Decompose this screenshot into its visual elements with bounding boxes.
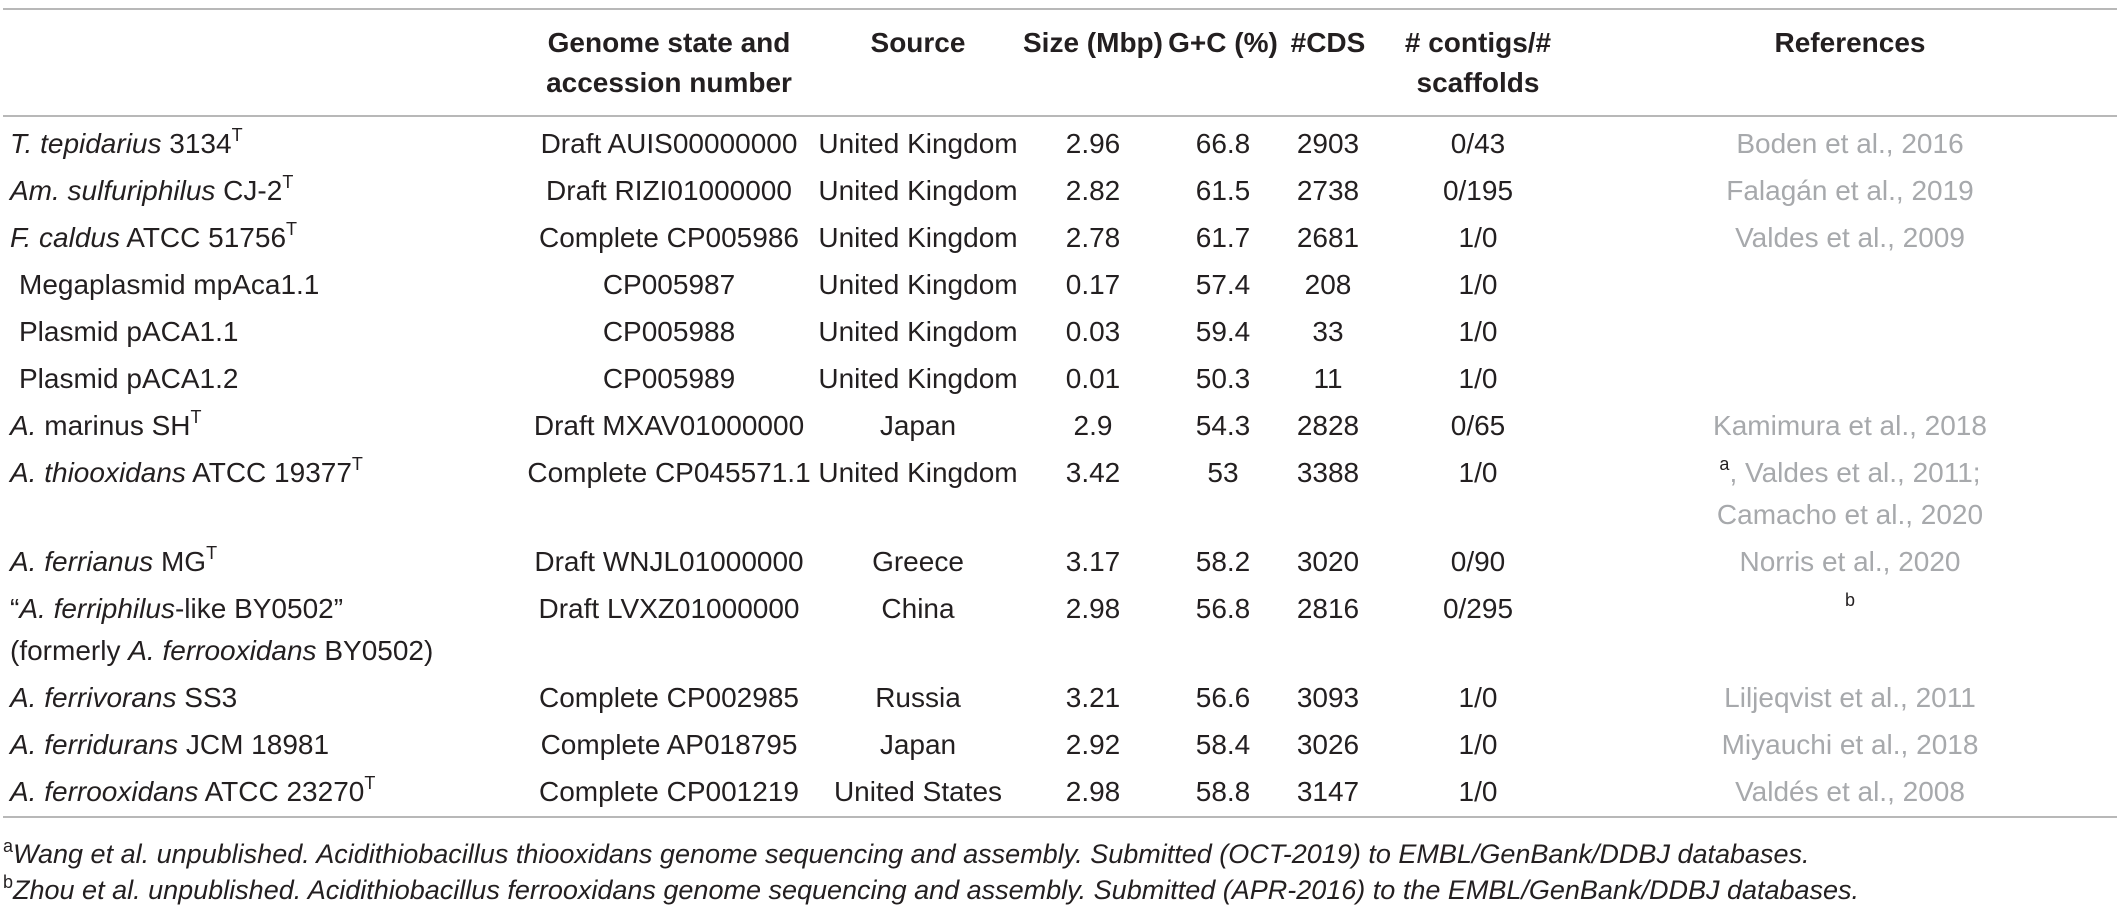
footnote-text: Wang et al. unpublished. Acidithiobacillus thiooxidans genome sequencing and assembly. Submitted (OCT-2019) to EMBL/GenBank/DDBJ databases. [13, 839, 1810, 869]
gc-cell: 50.3 [1195, 363, 1251, 394]
accession-cell: Complete CP005986 [539, 222, 799, 253]
gc-cell: 58.4 [1195, 729, 1251, 760]
gc-cell: 61.7 [1195, 222, 1251, 253]
footnote-marker: a [3, 836, 14, 856]
reference-cell [1583, 400, 2117, 447]
reference-text: Liljeqvist et al., 2011 [1724, 682, 1976, 713]
strain-prefix: “ [10, 593, 20, 624]
contigs-scaffolds-cell: 0/43 [1450, 128, 1506, 159]
strain-designation: ATCC 19377 [185, 457, 352, 488]
cds-cell: 2903 [1296, 128, 1360, 159]
reference-cell [1583, 212, 2117, 259]
strain-cell [3, 212, 525, 259]
strain-cell [3, 165, 525, 212]
strain-note-prefix: (formerly [10, 635, 129, 666]
strain-designation: marinus SH [36, 410, 191, 441]
footnote-b [3, 872, 2113, 908]
source-cell: Russia [875, 682, 961, 713]
source-cell: United Kingdom [818, 222, 1018, 253]
strain-designation: Plasmid pACA1.2 [19, 363, 239, 394]
reference-cell [1583, 259, 2117, 306]
source-cell: United Kingdom [818, 269, 1018, 300]
header-genome-state: Genome state and accession number [525, 9, 813, 116]
contigs-scaffolds-cell: 1/0 [1458, 457, 1498, 488]
gc-cell: 57.4 [1195, 269, 1251, 300]
gc-cell: 56.6 [1195, 682, 1251, 713]
reference-cell [1583, 447, 2117, 536]
accession-cell: CP005989 [602, 363, 736, 394]
source-cell: United Kingdom [818, 128, 1018, 159]
header-references: References [1583, 9, 2117, 116]
type-strain-marker: T [206, 543, 218, 563]
contigs-scaffolds-cell: 0/295 [1442, 593, 1514, 624]
header-source: Source [813, 9, 1023, 116]
footnotes [3, 836, 2113, 908]
strain-cell [3, 400, 525, 447]
table-row [3, 212, 2117, 259]
strain-designation: 3134 [161, 128, 232, 159]
size-cell: 2.82 [1065, 175, 1121, 206]
table-row [3, 116, 2117, 165]
type-strain-marker: T [231, 125, 243, 145]
reference-cell [1583, 766, 2117, 817]
contigs-scaffolds-cell: 1/0 [1458, 316, 1498, 347]
footnote-marker: b [3, 872, 14, 892]
size-cell: 2.9 [1073, 410, 1113, 441]
size-cell: 2.98 [1023, 766, 1163, 817]
strain-designation: ATCC 23270 [198, 776, 365, 807]
cds-cell: 3020 [1296, 546, 1360, 577]
source-cell: Greece [872, 546, 964, 577]
strain-cell [3, 766, 525, 817]
table-row [3, 536, 2117, 583]
size-cell: 2.96 [1065, 128, 1121, 159]
reference-cell [1583, 353, 2117, 400]
table-body [3, 116, 2117, 817]
footnote-marker: b [1844, 590, 1855, 610]
size-cell: 2.78 [1065, 222, 1121, 253]
gc-cell: 54.3 [1195, 410, 1251, 441]
reference-cell [1583, 306, 2117, 353]
reference-text: , Valdes et al., 2011; [1729, 457, 1981, 488]
contigs-scaffolds-cell: 0/65 [1450, 410, 1506, 441]
size-cell: 2.98 [1065, 593, 1121, 624]
strain-designation: ATCC 51756 [120, 222, 287, 253]
accession-cell: Complete AP018795 [540, 729, 798, 760]
accession-cell: Draft WNJL01000000 [534, 546, 804, 577]
accession-cell: Complete CP001219 [525, 766, 813, 817]
strain-designation: -like BY0502” [174, 593, 344, 624]
strain-species: F. caldus [10, 222, 120, 253]
reference-cell [1583, 116, 2117, 165]
source-cell: United Kingdom [818, 316, 1018, 347]
header-size: Size (Mbp) [1023, 9, 1163, 116]
contigs-scaffolds-cell: 0/90 [1450, 546, 1506, 577]
header-strain [3, 9, 525, 116]
reference-text: Miyauchi et al., 2018 [1721, 729, 1979, 760]
source-cell: Japan [879, 729, 957, 760]
contigs-scaffolds-cell: 1/0 [1458, 269, 1498, 300]
reference-cell [1583, 719, 2117, 766]
table-row [3, 306, 2117, 353]
accession-cell: Complete CP045571.1 [527, 457, 811, 488]
gc-cell: 61.5 [1195, 175, 1251, 206]
footnote-a [3, 836, 2113, 872]
contigs-scaffolds-cell: 1/0 [1373, 766, 1583, 817]
footnote-marker: a [1719, 454, 1730, 474]
source-cell: United States [813, 766, 1023, 817]
reference-text: Valdés et al., 2008 [1735, 776, 1965, 807]
strain-species: A. ferrianus [10, 546, 154, 577]
header-row [3, 9, 2117, 116]
table-row [3, 353, 2117, 400]
strain-designation: Megaplasmid mpAca1.1 [19, 269, 320, 300]
type-strain-marker: T [351, 454, 363, 474]
strain-cell [3, 353, 525, 400]
contigs-scaffolds-cell: 0/195 [1442, 175, 1514, 206]
header-contigs-scaffolds: # contigs/# scaffolds [1373, 9, 1583, 116]
gc-cell: 58.8 [1163, 766, 1283, 817]
accession-cell: CP005987 [602, 269, 736, 300]
contigs-scaffolds-cell: 1/0 [1458, 222, 1498, 253]
cds-cell: 33 [1312, 316, 1344, 347]
accession-cell: Complete CP002985 [539, 682, 799, 713]
cds-cell: 3093 [1296, 682, 1360, 713]
strain-species: Am. sulfuriphilus [10, 175, 216, 206]
strain-cell [3, 536, 525, 583]
gc-cell: 59.4 [1195, 316, 1251, 347]
type-strain-marker: T [286, 219, 298, 239]
strain-designation: MG [153, 546, 207, 577]
type-strain-marker: T [282, 172, 294, 192]
strain-note-rest: BY0502) [316, 635, 434, 666]
genome-table [3, 8, 2117, 818]
strain-species: A. thiooxidans [10, 457, 186, 488]
table-row [3, 400, 2117, 447]
strain-cell [3, 259, 525, 306]
footnote-text: Zhou et al. unpublished. Acidithiobacillus ferrooxidans genome sequencing and assembly. Submitted (APR-2016) to the EMBL/GenBank/DDBJ databases. [13, 875, 1860, 905]
strain-species: A. ferriphilus [19, 593, 175, 624]
strain-cell [3, 719, 525, 766]
cds-cell: 2828 [1296, 410, 1360, 441]
reference-cell [1583, 583, 2117, 672]
reference-cell [1583, 672, 2117, 719]
cds-cell: 208 [1304, 269, 1352, 300]
header-gc: G+C (%) [1163, 9, 1283, 116]
size-cell: 2.92 [1065, 729, 1121, 760]
accession-cell: Draft MXAV01000000 [533, 410, 805, 441]
table-row [3, 583, 2117, 672]
cds-cell: 2681 [1296, 222, 1360, 253]
reference-cell [1583, 536, 2117, 583]
strain-species: T. tepidarius [10, 128, 162, 159]
size-cell: 0.17 [1065, 269, 1121, 300]
header-cds: #CDS [1283, 9, 1373, 116]
table-header [3, 9, 2117, 116]
strain-cell [3, 672, 525, 719]
accession-cell: Draft AUIS00000000 [540, 128, 798, 159]
size-cell: 3.42 [1065, 457, 1121, 488]
accession-cell: Draft LVXZ01000000 [538, 593, 800, 624]
type-strain-marker: T [364, 773, 376, 793]
strain-designation: CJ-2 [215, 175, 283, 206]
strain-cell [3, 447, 525, 536]
strain-species: A. ferrooxidans [10, 776, 199, 807]
source-cell: United Kingdom [818, 175, 1018, 206]
size-cell: 3.21 [1065, 682, 1121, 713]
accession-cell: CP005988 [602, 316, 736, 347]
reference-text: Kamimura et al., 2018 [1713, 410, 1987, 441]
table-row [3, 447, 2117, 536]
reference-text: Camacho et al., 2020 [1716, 499, 1984, 530]
contigs-scaffolds-cell: 1/0 [1458, 682, 1498, 713]
cds-cell: 3147 [1283, 766, 1373, 817]
source-cell: Japan [879, 410, 957, 441]
cds-cell: 3388 [1296, 457, 1360, 488]
strain-species: A. ferrivorans [10, 682, 177, 713]
strain-cell [3, 306, 525, 353]
gc-cell: 66.8 [1195, 128, 1251, 159]
reference-text: Falagán et al., 2019 [1726, 175, 1974, 206]
table-row [3, 259, 2117, 306]
cds-cell: 2816 [1296, 593, 1360, 624]
strain-cell [3, 583, 525, 672]
table-row [3, 672, 2117, 719]
source-cell: United Kingdom [818, 457, 1018, 488]
cds-cell: 3026 [1296, 729, 1360, 760]
strain-cell [3, 116, 525, 165]
strain-species: A. [10, 410, 37, 441]
gc-cell: 56.8 [1195, 593, 1251, 624]
reference-text: Boden et al., 2016 [1736, 128, 1964, 159]
table-row [3, 719, 2117, 766]
contigs-scaffolds-cell: 1/0 [1458, 729, 1498, 760]
reference-text: Norris et al., 2020 [1739, 546, 1961, 577]
cds-cell: 2738 [1296, 175, 1360, 206]
strain-designation: JCM 18981 [178, 729, 330, 760]
contigs-scaffolds-cell: 1/0 [1458, 363, 1498, 394]
type-strain-marker: T [190, 407, 202, 427]
table-row [3, 766, 2117, 817]
strain-designation: SS3 [176, 682, 238, 713]
strain-note-species: A. ferrooxidans [128, 635, 317, 666]
table-row [3, 165, 2117, 212]
source-cell: China [881, 593, 955, 624]
reference-text: Valdes et al., 2009 [1735, 222, 1965, 253]
source-cell: United Kingdom [818, 363, 1018, 394]
cds-cell: 11 [1313, 363, 1343, 394]
strain-designation: Plasmid pACA1.1 [19, 316, 239, 347]
reference-cell [1583, 165, 2117, 212]
gc-cell: 53 [1207, 457, 1239, 488]
size-cell: 0.01 [1065, 363, 1121, 394]
strain-species: A. ferridurans [10, 729, 179, 760]
size-cell: 0.03 [1065, 316, 1121, 347]
size-cell: 3.17 [1065, 546, 1121, 577]
accession-cell: Draft RIZI01000000 [546, 175, 792, 206]
gc-cell: 58.2 [1195, 546, 1251, 577]
